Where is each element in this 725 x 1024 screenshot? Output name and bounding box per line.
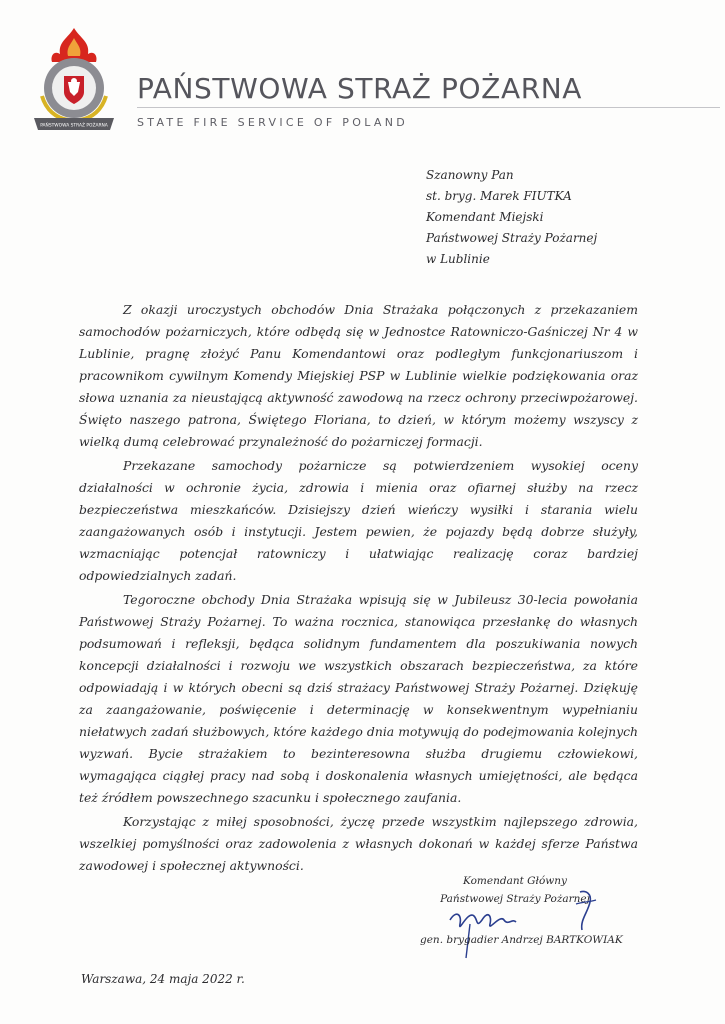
letter-paragraph: Z okazji uroczystych obchodów Dnia Strażaka połączonych z przekazaniem samochodów pożarniczych, które odbędą się w Jednostce Ratowniczo-Gaśniczej Nr 4 w Lublinie, pragnę złożyć Panu Komendantowi oraz podległym funkcjonariuszom i pracownikom cywilnym Komendy Miejskiej PSP w Lublinie wielkie podziękowania oraz słowa uznania za nieustającą aktywność zawodową na rzecz ochrony przeciwpożarowej. Święto naszego patrona, Świętego Floriana, to dzień, w którym możemy wszyscy z wielką dumą celebrować przynależność do pożarniczej formacji. bbox=[79, 302, 638, 449]
fire-service-emblem-icon bbox=[28, 26, 120, 138]
letter-paragraph: Korzystając z miłej sposobności, życzę przede wszystkim najlepszego zdrowia, wszelkiej pomyślności oraz zadowolenia z własnych dokonań w każdej sferze Państwa zawodowej i społecznej aktywności. bbox=[79, 814, 638, 873]
organization-subtitle: STATE FIRE SERVICE OF POLAND bbox=[137, 116, 408, 129]
addressee-line: Szanowny Pan bbox=[426, 168, 514, 182]
letter-paragraph: Przekazane samochody pożarnicze są potwierdzeniem wysokiej oceny działalności w ochronie życia, zdrowia i mienia oraz ofiarnej służby na rzecz bezpieczeństwa mieszkańców. Dzisiejszy dzień wieńczy wysiłki i starania wielu zaangażowanych osób i instytucji. Jestem pewien, że pojazdy będą dobrze służyły, wzmacniając potencjał ratowniczy i ułatwiając realizację coraz bardziej odpowiedzialnych zadań. bbox=[79, 458, 638, 583]
addressee-line: st. bryg. Marek FIUTKA bbox=[426, 189, 572, 203]
addressee-line: Komendant Miejski bbox=[426, 210, 544, 224]
addressee-line: Państwowej Straży Pożarnej bbox=[426, 231, 598, 245]
signature-title-line: Państwowej Straży Pożarnej bbox=[440, 893, 590, 905]
addressee-block bbox=[426, 165, 597, 270]
header-divider bbox=[137, 107, 720, 108]
signature-title-line: Komendant Główny bbox=[463, 875, 567, 887]
letter-paragraph: Tegoroczne obchody Dnia Strażaka wpisują się w Jubileusz 30-lecia powołania Państwowej Straży Pożarnej. To ważna rocznica, stanowiąca przesłankę do własnych podsumowań i refleksji, będąca solidnym fundamentem dla poszukiwania nowych koncepcji działalności i rozwoju we wszystkich obszarach bezpieczeństwa, za które odpowiadają i w których obecni są dziś strażacy Państwowej Straży Pożarnej. Dziękuję za zaangażowanie, poświęcenie i determinację w konsekwentnym wypełnianiu niełatwych zadań służbowych, które każdego dnia motywują do podejmowania kolejnych wyzwań. Bycie strażakiem to bezinteresowna służba drugiemu człowiekowi, wymagająca ciągłej pracy nad sobą i doskonalenia własnych umiejętności, ale będąca też źródłem powszechnego szacunku i społecznego zaufania. bbox=[79, 592, 638, 805]
logo-ribbon-text: PAŃSTWOWA STRAŻ POŻARNA bbox=[40, 123, 108, 129]
signatory-name: gen. brygadier Andrzej BARTKOWIAK bbox=[420, 934, 623, 946]
handwritten-signature bbox=[430, 880, 610, 960]
addressee-line: w Lublinie bbox=[426, 252, 490, 266]
organization-name: PAŃSTWOWA STRAŻ POŻARNA bbox=[137, 72, 583, 105]
letterhead bbox=[0, 0, 725, 140]
letter-body bbox=[79, 299, 638, 879]
place-date: Warszawa, 24 maja 2022 r. bbox=[81, 972, 245, 986]
